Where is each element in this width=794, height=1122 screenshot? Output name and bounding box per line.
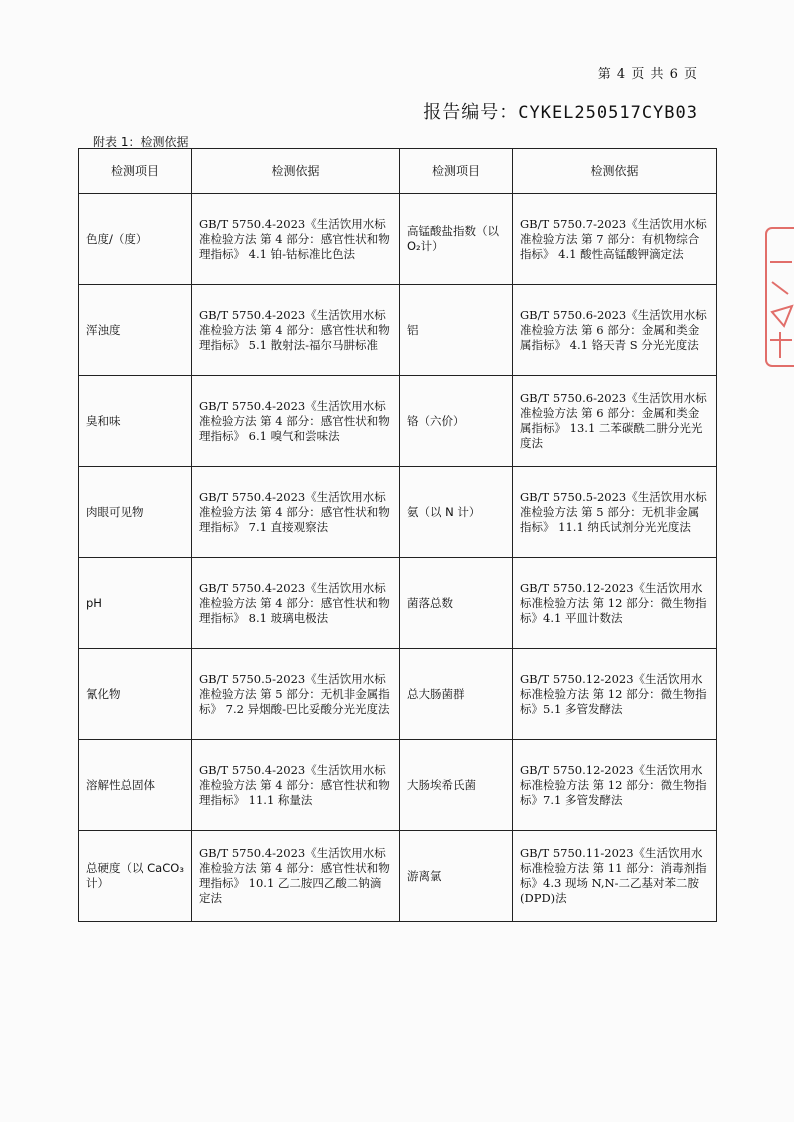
table-header-row bbox=[79, 149, 717, 194]
report-number bbox=[423, 98, 698, 124]
header-item-2: 检测项目 bbox=[400, 149, 513, 194]
test-method: GB/T 5750.4-2023《生活饮用水标准检验方法 第 4 部分：感官性状和物理指标》 7.1 直接观察法 bbox=[192, 467, 400, 558]
test-item: 浑浊度 bbox=[79, 285, 192, 376]
test-method: GB/T 5750.4-2023《生活饮用水标准检验方法 第 4 部分：感官性状和物理指标》 10.1 乙二胺四乙酸二钠滴定法 bbox=[192, 831, 400, 922]
test-item: 氨（以 N 计） bbox=[400, 467, 513, 558]
table-row bbox=[79, 558, 717, 649]
test-item: 肉眼可见物 bbox=[79, 467, 192, 558]
table-row bbox=[79, 649, 717, 740]
test-item: 高锰酸盐指数（以O₂计） bbox=[400, 194, 513, 285]
test-method: GB/T 5750.11-2023《生活饮用水标准检验方法 第 11 部分：消毒剂指标》4.3 现场 N,N-二乙基对苯二胺(DPD)法 bbox=[513, 831, 717, 922]
report-number-label: 报告编号： bbox=[423, 102, 519, 123]
table-row bbox=[79, 831, 717, 922]
test-item: 铝 bbox=[400, 285, 513, 376]
test-item: 溶解性总固体 bbox=[79, 740, 192, 831]
test-method: GB/T 5750.12-2023《生活饮用水标准检验方法 第 12 部分：微生物指标》4.1 平皿计数法 bbox=[513, 558, 717, 649]
test-method: GB/T 5750.4-2023《生活饮用水标准检验方法 第 4 部分：感官性状和物理指标》 4.1 铂-钴标准比色法 bbox=[192, 194, 400, 285]
header-basis-1: 检测依据 bbox=[192, 149, 400, 194]
table-row bbox=[79, 467, 717, 558]
header-item-1: 检测项目 bbox=[79, 149, 192, 194]
test-item: 铬（六价） bbox=[400, 376, 513, 467]
page-indicator: 第 4 页 共 6 页 bbox=[597, 67, 698, 82]
test-method: GB/T 5750.6-2023《生活饮用水标准检验方法 第 6 部分：金属和类金属指标》 13.1 二苯碳酰二肼分光光度法 bbox=[513, 376, 717, 467]
test-method: GB/T 5750.12-2023《生活饮用水标准检验方法 第 12 部分：微生物指标》5.1 多管发酵法 bbox=[513, 649, 717, 740]
header-basis-2: 检测依据 bbox=[513, 149, 717, 194]
test-method: GB/T 5750.6-2023《生活饮用水标准检验方法 第 6 部分：金属和类金属指标》 4.1 铬天青 S 分光光度法 bbox=[513, 285, 717, 376]
test-method: GB/T 5750.4-2023《生活饮用水标准检验方法 第 4 部分：感官性状和物理指标》 11.1 称量法 bbox=[192, 740, 400, 831]
table-row bbox=[79, 285, 717, 376]
test-item: 氰化物 bbox=[79, 649, 192, 740]
test-method: GB/T 5750.5-2023《生活饮用水标准检验方法 第 5 部分：无机非金属指标》 11.1 纳氏试剂分光光度法 bbox=[513, 467, 717, 558]
table-row bbox=[79, 376, 717, 467]
test-method: GB/T 5750.7-2023《生活饮用水标准检验方法 第 7 部分：有机物综合指标》 4.1 酸性高锰酸钾滴定法 bbox=[513, 194, 717, 285]
test-item: 色度/（度） bbox=[79, 194, 192, 285]
table-row bbox=[79, 194, 717, 285]
test-item: 总硬度（以 CaCO₃ 计） bbox=[79, 831, 192, 922]
table-caption: 附表 1：检测依据 bbox=[93, 135, 189, 149]
table-row bbox=[79, 740, 717, 831]
test-item: 菌落总数 bbox=[400, 558, 513, 649]
test-item: 总大肠菌群 bbox=[400, 649, 513, 740]
report-number-value: CYKEL250517CYB03 bbox=[518, 103, 698, 123]
test-method: GB/T 5750.12-2023《生活饮用水标准检验方法 第 12 部分：微生物指标》7.1 多管发酵法 bbox=[513, 740, 717, 831]
test-method: GB/T 5750.4-2023《生活饮用水标准检验方法 第 4 部分：感官性状和物理指标》 8.1 玻璃电极法 bbox=[192, 558, 400, 649]
detection-basis-table bbox=[78, 148, 717, 922]
test-method: GB/T 5750.4-2023《生活饮用水标准检验方法 第 4 部分：感官性状和物理指标》 5.1 散射法-福尔马肼标准 bbox=[192, 285, 400, 376]
test-item: 游离氯 bbox=[400, 831, 513, 922]
test-item: 臭和味 bbox=[79, 376, 192, 467]
test-method: GB/T 5750.4-2023《生活饮用水标准检验方法 第 4 部分：感官性状和物理指标》 6.1 嗅气和尝味法 bbox=[192, 376, 400, 467]
test-item: 大肠埃希氏菌 bbox=[400, 740, 513, 831]
test-method: GB/T 5750.5-2023《生活饮用水标准检验方法 第 5 部分：无机非金属指标》 7.2 异烟酸-巴比妥酸分光光度法 bbox=[192, 649, 400, 740]
test-item: pH bbox=[79, 558, 192, 649]
seal-stamp-icon bbox=[762, 222, 794, 372]
